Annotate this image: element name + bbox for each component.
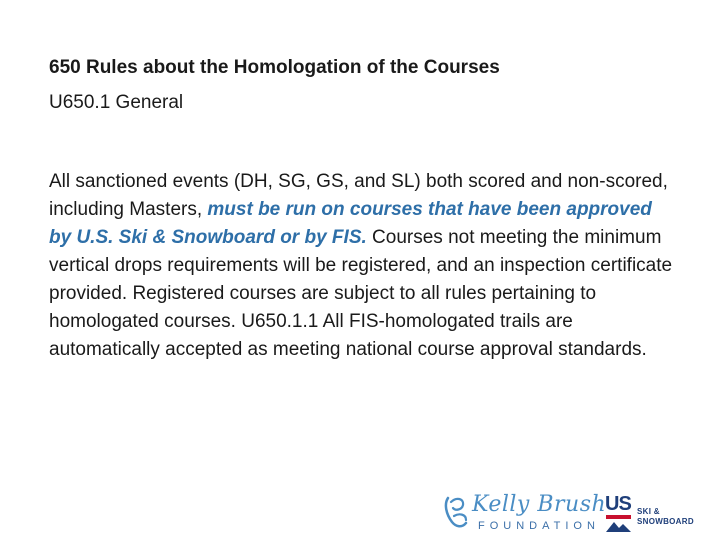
body-paragraph: [49, 168, 674, 364]
section-subtitle: U650.1 General: [49, 92, 184, 113]
body-text-end: Courses not meeting the minimum vertical drops requirements will be registered, and an inspection certificate provided. Registered courses are subject to all rules pertaining to homologated courses. U650.1.1 All FIS-homologated trails are automatically accepted as meeting national course approval standards.: [49, 227, 673, 360]
us-ski-snowboard-logo: [605, 493, 710, 533]
kelly-brush-foundation-label: FOUNDATION: [478, 520, 600, 532]
us-ski-label: SKI &: [637, 507, 660, 516]
mountain-icon: [606, 520, 631, 532]
us-mark: US: [605, 493, 631, 515]
kelly-brush-name: Kelly Brush: [472, 492, 607, 517]
body-text-start: All sanctioned events (DH, SG, GS, and SL) both scored and non-scored, including Masters,: [49, 171, 668, 220]
body-emphasis: must be run on courses that have been approved by U.S. Ski & Snowboard or by FIS.: [49, 199, 652, 248]
page-title: 650 Rules about the Homologation of the Courses: [49, 57, 500, 78]
us-snowboard-label: SNOWBOARD: [637, 517, 694, 526]
kelly-brush-foundation-logo: [442, 492, 607, 536]
kelly-brush-mark-icon: [442, 492, 472, 532]
us-red-stripe: [606, 515, 631, 519]
